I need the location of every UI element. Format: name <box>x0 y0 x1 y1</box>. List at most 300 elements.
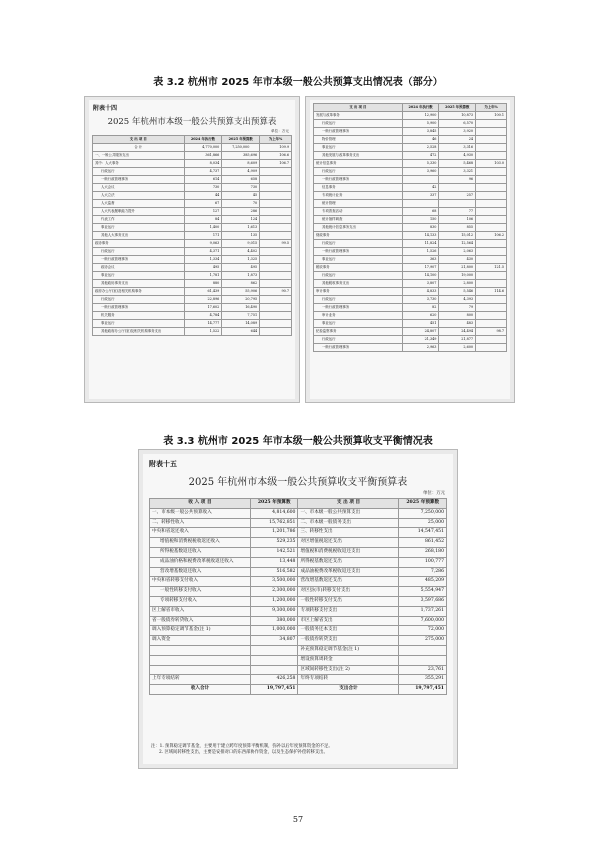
table-cell: 上年专项结转 <box>150 675 251 685</box>
table-cell: 614 <box>184 176 222 184</box>
table-row <box>314 280 507 288</box>
table-cell: 4,784 <box>184 312 222 320</box>
table-cell: 34,807 <box>250 636 298 646</box>
table-cell: 区域间转移性支出(注 2) <box>298 665 399 675</box>
table-cell <box>476 208 507 216</box>
table-cell: 72,000 <box>399 626 447 636</box>
table-row <box>314 160 507 168</box>
table-row <box>93 144 292 152</box>
table-cell: 830 <box>402 224 439 232</box>
table-cell <box>260 184 292 192</box>
table-cell <box>476 184 507 192</box>
table-cell <box>260 256 292 264</box>
table-cell: 84 <box>184 216 222 224</box>
table-row <box>150 518 447 528</box>
table-cell: 税收事务 <box>314 264 403 272</box>
table-cell: 其他发展与改革事务支出 <box>314 152 403 160</box>
table-cell: 14,100 <box>402 272 439 280</box>
table-3-2-caption: 表 3.2 杭州市 2025 年市本级一般公共预算支出情况表（部分） <box>153 77 443 88</box>
table-cell: 1,000,000 <box>250 626 298 636</box>
column-header: 2025 年预算数 <box>439 104 476 112</box>
table-cell: 2,528 <box>402 144 439 152</box>
table-cell <box>476 248 507 256</box>
table-row <box>93 216 292 224</box>
table-cell: 19,000 <box>439 272 476 280</box>
table-cell: 7,250,000 <box>399 508 447 518</box>
table-cell <box>476 176 507 184</box>
table-row <box>93 280 292 288</box>
column-header: 2025 年预算数 <box>250 499 298 509</box>
table-cell: 三、转移性支出 <box>298 528 399 538</box>
table-cell: 行政运行 <box>314 120 403 128</box>
table-cell: 2,300,000 <box>250 587 298 597</box>
bottom-sheet-title: 2025 年杭州市本级一般公共预算收支平衡预算表 <box>188 477 408 488</box>
table-cell: 268,180 <box>399 547 447 557</box>
table-cell: 14,133 <box>402 232 439 240</box>
table-cell: 862 <box>222 280 260 288</box>
table-cell: 1,781 <box>184 272 222 280</box>
table-row <box>314 344 507 352</box>
table-cell <box>476 272 507 280</box>
table-cell: 103.0 <box>476 160 507 168</box>
table-cell: 16,490 <box>222 304 260 312</box>
table-cell: 中央和省返还收入 <box>150 528 251 538</box>
table-cell: 44 <box>184 192 222 200</box>
table-cell: 9,300,000 <box>250 606 298 616</box>
table-cell: 补充预算稳定调节基金(注 1) <box>298 645 399 655</box>
table-cell: 2,963 <box>402 344 439 352</box>
table-cell: 事业运行 <box>93 272 185 280</box>
table-cell: 2,800 <box>439 280 476 288</box>
left-expenditure-table <box>92 135 292 336</box>
table-cell: 其他政协事务支出 <box>93 280 185 288</box>
table-cell: 67 <box>184 200 222 208</box>
table-cell: 46 <box>402 136 439 144</box>
table-row <box>150 655 447 665</box>
table-row <box>93 160 292 168</box>
table-cell: 一、市本级一般公共预算支出 <box>298 508 399 518</box>
table-cell: 一、一般公共服务支出 <box>93 152 185 160</box>
table-cell: 4,833 <box>402 288 439 296</box>
note-line: 2. 区域间转移性支出，主要是安排对口的东西部协作资金，以及生态保护补偿转移支出。 <box>159 750 328 755</box>
table-row <box>314 304 507 312</box>
table-cell: 一般行政管理事务 <box>314 248 403 256</box>
table-cell <box>399 645 447 655</box>
table-cell: 一般债务还本支出 <box>298 626 399 636</box>
table-row <box>314 240 507 248</box>
right-expenditure-table <box>313 103 507 352</box>
table-cell: 专项转移支付收入 <box>150 596 251 606</box>
table-cell: 物价管理 <box>314 136 403 144</box>
table-cell: 529,235 <box>250 538 298 548</box>
table-cell: 营改增基数返还支出 <box>298 577 399 587</box>
table-cell: 一般行政管理事务 <box>93 176 185 184</box>
table-row <box>314 272 507 280</box>
table-cell: 355,291 <box>399 675 447 685</box>
table-cell: 21,877 <box>439 336 476 344</box>
table-cell: 一、市本级一般公共预算收入 <box>150 508 251 518</box>
balance-table-body <box>150 508 447 694</box>
table-cell <box>439 184 476 192</box>
table-cell: 430 <box>439 256 476 264</box>
table-cell: 收入合计 <box>150 685 251 695</box>
table-row <box>150 685 447 695</box>
table-cell: 一般债券转贷支出 <box>298 636 399 646</box>
table-cell: 4,393 <box>439 296 476 304</box>
table-row <box>150 665 447 675</box>
table-cell: 5,468 <box>439 160 476 168</box>
table-notes <box>151 744 447 756</box>
table-cell: 成品油税费改革税收返还支出 <box>298 567 399 577</box>
table-cell: 行政运行 <box>314 168 403 176</box>
table-cell: 行政运行 <box>93 248 185 256</box>
table-row <box>314 208 507 216</box>
table-cell: 14,547,451 <box>399 528 447 538</box>
table-cell: 109.9 <box>260 144 292 152</box>
table-cell: 11,824 <box>402 240 439 248</box>
table-cell <box>476 144 507 152</box>
table-cell: 257 <box>439 192 476 200</box>
table-cell: 省一般债券转贷收入 <box>150 616 251 626</box>
table-cell: 99.5 <box>260 240 292 248</box>
table-row <box>93 304 292 312</box>
table-cell: 68 <box>402 208 439 216</box>
table-cell: 1,522 <box>184 328 222 336</box>
right-table-body <box>314 112 507 352</box>
table-cell <box>150 665 251 675</box>
table-cell <box>260 176 292 184</box>
table-row <box>93 152 292 160</box>
table-cell: 信息事务 <box>314 184 403 192</box>
table-cell: 人大监督 <box>93 200 185 208</box>
table-cell: 3,730 <box>402 296 439 304</box>
table-cell: 其他税收事务支出 <box>314 280 403 288</box>
table-header-row <box>150 499 447 509</box>
table-row <box>93 240 292 248</box>
table-cell: 行政运行 <box>314 272 403 280</box>
table-cell: 24 <box>439 136 476 144</box>
table-row <box>314 176 507 184</box>
table-cell: 增值税和消费税税收返还收入 <box>150 538 251 548</box>
table-cell: 3,960 <box>402 168 439 176</box>
column-header: 支 出 项 目 <box>93 136 185 144</box>
left-sheet-unit: 单位：万元 <box>271 129 289 133</box>
table-cell: 7,751 <box>222 312 260 320</box>
table-cell: 1,201,786 <box>250 528 298 538</box>
table-row <box>150 577 447 587</box>
left-sheet-title: 2025 年杭州市本级一般公共预算支出预算表 <box>107 117 277 127</box>
table-row <box>314 312 507 320</box>
table-row <box>150 606 447 616</box>
table-cell: 一般行政管理事务 <box>314 344 403 352</box>
table-cell: 620 <box>402 312 439 320</box>
table-row <box>150 645 447 655</box>
table-cell: 106.7 <box>260 160 292 168</box>
table-row <box>150 538 447 548</box>
table-row <box>93 184 292 192</box>
table-row <box>93 288 292 296</box>
table-row <box>93 208 292 216</box>
column-header: 支 出 项 目 <box>298 499 399 509</box>
table-cell: 事业运行 <box>93 320 185 328</box>
table-cell: 106 <box>439 216 476 224</box>
table-cell <box>150 645 251 655</box>
table-cell <box>476 344 507 352</box>
table-cell <box>260 208 292 216</box>
table-cell: 增设预算周转金 <box>298 655 399 665</box>
table-cell: 行政运行 <box>314 296 403 304</box>
table-cell <box>260 216 292 224</box>
table-cell <box>260 264 292 272</box>
table-cell: 24,807 <box>402 328 439 336</box>
table-cell <box>476 128 507 136</box>
table-cell: 12,900 <box>402 112 439 120</box>
column-header: 2024 年执行数 <box>184 136 222 144</box>
table-cell: 事业运行 <box>93 224 185 232</box>
table-header-row <box>93 136 292 144</box>
table-row <box>314 320 507 328</box>
table-cell: 644 <box>222 328 260 336</box>
table-cell: 1,200,000 <box>250 596 298 606</box>
table-cell <box>476 312 507 320</box>
table-cell: 4,402 <box>222 248 260 256</box>
table-cell: 年终专项结转 <box>298 675 399 685</box>
table-cell <box>476 280 507 288</box>
table-cell <box>260 320 292 328</box>
table-cell <box>476 336 507 344</box>
table-row <box>314 336 507 344</box>
table-header-row <box>314 104 507 112</box>
table-cell: 1,334 <box>184 256 222 264</box>
table-cell: 77 <box>439 208 476 216</box>
table-cell: 专项统计业务 <box>314 192 403 200</box>
column-header: 2024 年执行数 <box>402 104 439 112</box>
table-cell: 135 <box>222 232 260 240</box>
table-cell <box>476 152 507 160</box>
table-cell: 275,000 <box>399 636 447 646</box>
table-cell <box>402 176 439 184</box>
table-cell: 55,906 <box>222 288 260 296</box>
table-cell: 79 <box>439 304 476 312</box>
table-row <box>314 192 507 200</box>
table-row <box>314 152 507 160</box>
table-cell: 14,089 <box>222 320 260 328</box>
table-cell <box>476 136 507 144</box>
table-row <box>93 168 292 176</box>
table-row <box>314 264 507 272</box>
table-cell: 二、市本级一般债务支出 <box>298 518 399 528</box>
table-cell <box>476 168 507 176</box>
table-cell: 17,907 <box>402 264 439 272</box>
table-cell: 23,761 <box>399 665 447 675</box>
table-cell: 800 <box>439 312 476 320</box>
table-cell: 106.6 <box>260 152 292 160</box>
table-cell <box>260 224 292 232</box>
table-cell <box>476 240 507 248</box>
table-row <box>93 312 292 320</box>
table-cell <box>250 655 298 665</box>
table-cell: 124 <box>222 216 260 224</box>
left-table-body <box>93 144 292 336</box>
table-cell <box>439 200 476 208</box>
balance-table <box>149 498 447 695</box>
table-cell: 100.1 <box>476 112 507 120</box>
table-cell: 363 <box>402 256 439 264</box>
table-row <box>314 136 507 144</box>
table-row <box>93 256 292 264</box>
table-cell: 658 <box>222 176 260 184</box>
table-cell <box>476 120 507 128</box>
table-cell: 730 <box>222 184 260 192</box>
table-cell: 一般行政管理事务 <box>93 256 185 264</box>
table-cell <box>476 320 507 328</box>
table-cell: 1,613 <box>222 224 260 232</box>
table-cell: 一般行政管理事务 <box>314 128 403 136</box>
left-sheet-photo <box>84 96 300 403</box>
table-row <box>314 296 507 304</box>
table-cell: 所得税基数返还支出 <box>298 557 399 567</box>
table-row <box>150 626 447 636</box>
table-cell: 其他政府办公厅(室)及相关机构事务支出 <box>93 328 185 336</box>
table-row <box>93 200 292 208</box>
table-cell: 专项转移支付支出 <box>298 606 399 616</box>
table-cell: 472 <box>402 152 439 160</box>
table-cell: 4,737 <box>184 168 222 176</box>
bottom-sheet-photo <box>138 449 458 769</box>
table-cell: 4,371 <box>184 248 222 256</box>
table-cell: 调入预算稳定调节基金(注 1) <box>150 626 251 636</box>
table-cell: 150 <box>402 216 439 224</box>
table-cell: 一般行政管理事务 <box>314 176 403 184</box>
table-cell: 支出合计 <box>298 685 399 695</box>
table-cell: 24,494 <box>439 328 476 336</box>
column-header: 支 出 项 目 <box>314 104 403 112</box>
table-cell: 8,034 <box>184 160 222 168</box>
table-cell: 451 <box>402 320 439 328</box>
table-cell <box>260 296 292 304</box>
table-row <box>93 232 292 240</box>
table-cell: 一般性转移支付支出 <box>298 596 399 606</box>
table-cell <box>250 645 298 655</box>
table-cell: 调入资金 <box>150 636 251 646</box>
table-cell <box>260 248 292 256</box>
table-cell: 1,737,261 <box>399 606 447 616</box>
table-cell: 286 <box>222 208 260 216</box>
table-cell: 3,500,000 <box>250 577 298 587</box>
table-row <box>93 272 292 280</box>
table-cell: 17,602 <box>184 304 222 312</box>
table-cell: 19,797,451 <box>399 685 447 695</box>
table-cell: 142,521 <box>250 547 298 557</box>
table-row <box>314 248 507 256</box>
table-cell: 8,609 <box>222 160 260 168</box>
column-header: 为上年% <box>476 104 507 112</box>
table-row <box>314 168 507 176</box>
table-cell: 专项普查活动 <box>314 208 403 216</box>
table-cell: 区上解省市收入 <box>150 606 251 616</box>
table-cell: 行政运行 <box>314 336 403 344</box>
table-cell: 4,909 <box>222 168 260 176</box>
table-cell: 3,597,686 <box>399 596 447 606</box>
table-cell <box>150 655 251 665</box>
table-cell: 人大代表履职能力提升 <box>93 208 185 216</box>
table-cell: 82 <box>402 304 439 312</box>
table-cell: 3,321 <box>439 168 476 176</box>
table-cell: 行政运行 <box>93 168 185 176</box>
table-cell: 4,770,000 <box>184 144 222 152</box>
table-row <box>150 557 447 567</box>
table-cell: 成品油价格和税费改革税收返还收入 <box>150 557 251 567</box>
table-cell <box>260 168 292 176</box>
table-cell: 统计信息事务 <box>314 160 403 168</box>
table-row <box>314 200 507 208</box>
table-cell: 385,696 <box>222 152 260 160</box>
column-header: 2025 年预算数 <box>399 499 447 509</box>
note-line: 注：1. 预算稳定调节基金，主要用于建立跨年度预算平衡机制，弥补以后年度预算资金的不足。 <box>151 744 333 749</box>
table-row <box>314 128 507 136</box>
table-cell: 6,570 <box>439 120 476 128</box>
table-cell: 3,316 <box>439 144 476 152</box>
table-cell: 114.6 <box>476 288 507 296</box>
table-row <box>93 248 292 256</box>
table-cell <box>250 665 298 675</box>
table-cell: 855 <box>439 224 476 232</box>
table-cell: 516,582 <box>250 567 298 577</box>
table-cell: 政协会议 <box>93 264 185 272</box>
table-row <box>93 224 292 232</box>
table-cell <box>476 256 507 264</box>
table-cell: 营改增基数返还收入 <box>150 567 251 577</box>
table-row <box>314 184 507 192</box>
table-cell: 20,795 <box>222 296 260 304</box>
table-cell: 9,015 <box>222 240 260 248</box>
table-row <box>314 224 507 232</box>
table-cell: 3,920 <box>439 128 476 136</box>
table-cell: 中央和省转移支付收入 <box>150 577 251 587</box>
table-cell: 15,762,851 <box>250 518 298 528</box>
table-cell: 12,564 <box>439 240 476 248</box>
table-cell <box>399 655 447 665</box>
column-header: 收 入 项 目 <box>150 499 251 509</box>
table-cell: 其中：人大事务 <box>93 160 185 168</box>
table-cell <box>260 304 292 312</box>
table-cell: 7,286 <box>399 567 447 577</box>
column-header: 为上年% <box>260 136 292 144</box>
table-cell: 1,526 <box>402 248 439 256</box>
table-cell <box>476 296 507 304</box>
table-cell: 代表工作 <box>93 216 185 224</box>
table-cell: 42 <box>402 184 439 192</box>
table-cell <box>260 232 292 240</box>
table-row <box>314 112 507 120</box>
table-cell: 5,330 <box>402 160 439 168</box>
table-cell: 增值税和消费税税收返还支出 <box>298 547 399 557</box>
table-cell: 事业运行 <box>314 144 403 152</box>
table-cell: 1,400 <box>184 224 222 232</box>
table-cell <box>476 216 507 224</box>
table-cell: 所得税基数返还收入 <box>150 547 251 557</box>
table-cell: 二、转移性收入 <box>150 518 251 528</box>
table-cell <box>260 312 292 320</box>
left-sheet <box>89 100 295 399</box>
table-cell <box>260 200 292 208</box>
table-cell <box>476 224 507 232</box>
table-row <box>93 320 292 328</box>
table-cell: 121.5 <box>476 264 507 272</box>
table-cell: 政协事务 <box>93 240 185 248</box>
column-header: 2025 年预算数 <box>222 136 260 144</box>
table-cell: 106.2 <box>476 232 507 240</box>
